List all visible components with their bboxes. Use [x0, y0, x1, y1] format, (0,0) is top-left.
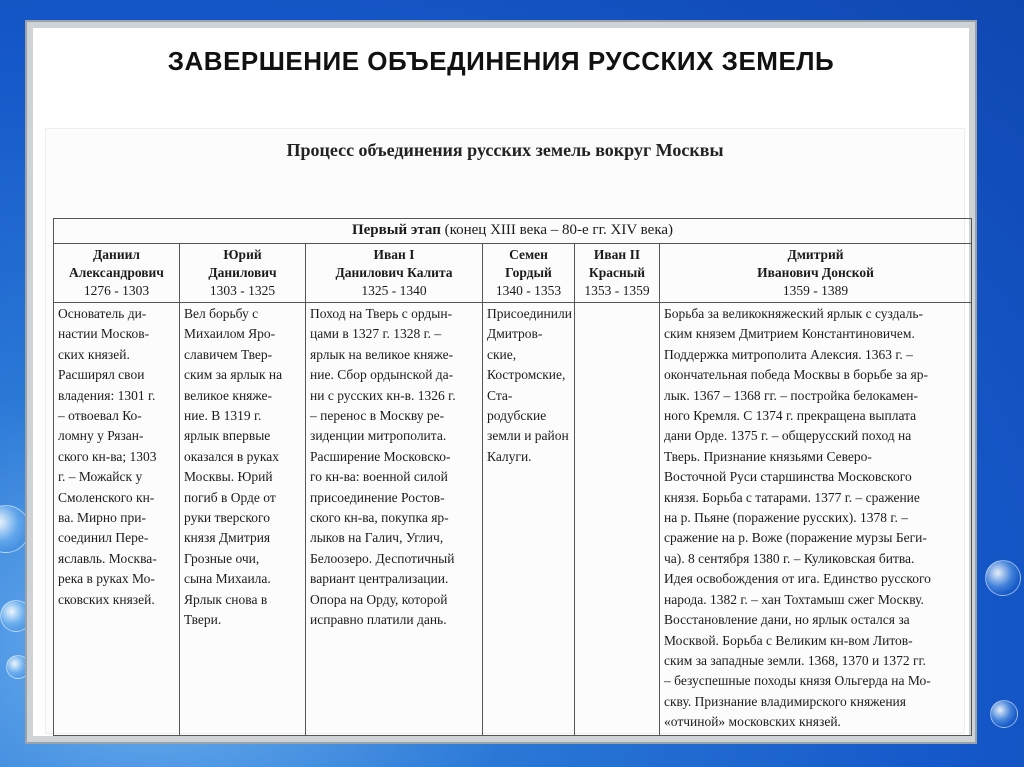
ruler-header [180, 244, 306, 303]
ruler-header [306, 244, 483, 303]
document-title: Процесс объединения русских земель вокруг Москвы [286, 140, 724, 160]
stage-row [54, 219, 972, 244]
ruler-header [575, 244, 660, 303]
ruler-name-line2: Данилович [208, 265, 277, 280]
ruler-header [483, 244, 575, 303]
ruler-name-line1: Даниил [93, 247, 140, 262]
ruler-name-line2: Красный [588, 265, 646, 280]
ruler-description: Борьба за великокняжеский ярлык с суздаль- ским князем Дмитрием Константиновичем. Поддержка митрополита Алексия. 1363 г. – окончательная победа Москвы в борьбе за яр- лык. 1367 – 1368 гг. – постройка белокамен- ного Кремля. С 1374 г. прекращена выплата дани Орде. 1375 г. – общерусский поход на Тверь. Признание князьями Северо- Восточной Руси старшинства Московского князя. Борьба с татарами. 1377 г. – сражение на р. Пьяне (поражение русских). 1378 г. – сражение на р. Воже (поражение мурзы Беги- ча). 8 сентября 1380 г. – Куликовская битва. Идея освобождения от ига. Единство русского народа. 1382 г. – хан Тохтамыш сжег Москву. Восстановление дани, но ярлык остался за Москвой. Борьба с Великим кн-вом Литов- ским за западные земли. 1368, 1370 и 1372 гг. – безуспешные походы князя Ольгерда на Мо- скву. Признание владимирского княжения «отчиной» московских князей. [660, 303, 972, 736]
ruler-years: 1276 - 1303 [83, 283, 150, 298]
ruler-header-row [54, 244, 972, 303]
ruler-years: 1303 - 1325 [209, 283, 276, 298]
ruler-name-line1: Юрий [223, 247, 262, 262]
ruler-description: Вел борьбу с Михаилом Яро- славичем Твер- ским за ярлык на великое княже- ние. В 1319 г. ярлык впервые оказался в руках Москвы. Юрий погиб в Орде от руки тверского князя Дмитрия Грозные очи, сына Михаила. Ярлык снова в Твери. [180, 303, 306, 736]
ruler-name-line1: Иван I [373, 247, 415, 262]
ruler-header [660, 244, 972, 303]
ruler-description: Поход на Тверь с ордын- цами в 1327 г. 1328 г. – ярлык на великое княже- ние. Сбор ордынской да- ни с русских кн-в. 1326 г. – перенос в Москву ре- зиденции митрополита. Расширение Московско- го кн-ва: военной силой присоединение Ростов- ского кн-ва, покупка яр- лыков на Галич, Углич, Белоозеро. Деспотичный вариант централизации. Опора на Орду, которой исправно платили дань. [306, 303, 483, 736]
ruler-description: Присоединили Дмитров- ские, Костромские, Ста- родубские земли и район Калуги. [483, 303, 575, 736]
ruler-name-line1: Дмитрий [787, 247, 844, 262]
slide-frame [27, 22, 975, 742]
ruler-name-line1: Иван II [593, 247, 641, 262]
ruler-description: Основатель ди- настии Москов- ских князей. Расширял свои владения: 1301 г. – отвоевал Ко- ломну у Рязан- ского кн-ва; 1303 г. – Можайск у Смоленского кн- ва. Мирно при- соединил Пере- яславль. Москва- река в руках Мо- сковских князей. [54, 303, 180, 736]
ruler-header [54, 244, 180, 303]
stage-label: Первый этап [351, 222, 441, 238]
ruler-years: 1325 - 1340 [361, 283, 427, 298]
decorative-bubble [985, 560, 1021, 596]
ruler-name-line2: Александрович [69, 265, 164, 280]
ruler-years: 1359 - 1389 [782, 283, 849, 298]
ruler-body-row [54, 303, 972, 736]
decorative-bubble [990, 700, 1018, 728]
ruler-description [575, 303, 660, 736]
decorative-bubble [0, 505, 30, 553]
ruler-name-line1: Семен [509, 247, 548, 262]
ruler-years: 1353 - 1359 [584, 283, 650, 298]
stage-header [54, 219, 972, 244]
scanned-document [45, 128, 965, 734]
stage-period: (конец XIII века – 80-е гг. XIV века) [444, 222, 674, 238]
ruler-years: 1340 - 1353 [495, 283, 562, 298]
ruler-name-line2: Гордый [505, 265, 552, 280]
ruler-name-line2: Данилович Калита [335, 265, 453, 280]
ruler-name-line2: Иванович Донской [757, 265, 874, 280]
rulers-table [53, 218, 972, 736]
slide-title: ЗАВЕРШЕНИЕ ОБЪЕДИНЕНИЯ РУССКИХ ЗЕМЕЛЬ [167, 46, 835, 76]
